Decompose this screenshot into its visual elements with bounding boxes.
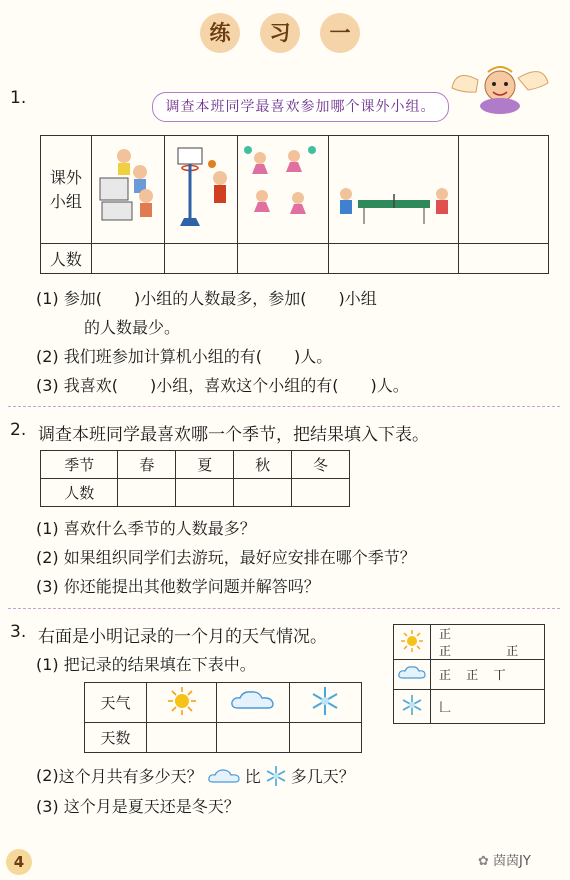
q1-sub1 — [36, 286, 377, 309]
sub-label: (1) — [36, 519, 59, 538]
question-1-number: 1. — [10, 88, 27, 108]
season-count-winter[interactable] — [292, 479, 350, 507]
season-table — [40, 450, 350, 507]
season-summer: 夏 — [176, 451, 234, 479]
sub-text: 参加( )小组的人数最多，参加( )小组 — [63, 289, 377, 308]
sub-text: 喜欢什么季节的人数最多？ — [63, 519, 256, 538]
page-title — [200, 8, 360, 58]
section-divider — [8, 608, 560, 609]
snowflake-icon — [265, 765, 287, 787]
sub-label: (2) — [36, 347, 59, 366]
title-char: 练 — [200, 13, 240, 53]
tally-sun-cell — [394, 625, 431, 660]
days-header: 天数 — [85, 723, 147, 753]
dance-group-icon — [240, 138, 326, 238]
q3-sub2 — [36, 764, 355, 787]
tally-mark: 正 — [466, 668, 479, 682]
group-cell-dance — [237, 136, 328, 244]
season-autumn: 秋 — [234, 451, 292, 479]
sub-label: (2) — [36, 766, 59, 785]
cloud-icon — [207, 767, 241, 785]
tally-mark: 𠃊 — [439, 700, 452, 714]
question-3-text: 右面是小明记录的一个月的天气情况。 — [38, 627, 327, 647]
watermark-text: 茵茵JY — [493, 854, 531, 869]
sub-text: 我喜欢( )小组，喜欢这个小组的有( )人。 — [63, 376, 409, 395]
sub-text: 我们班参加计算机小组的有( )人。 — [63, 347, 333, 366]
watermark — [478, 850, 531, 869]
group-cell-pingpong — [328, 136, 459, 244]
tally-snow-cell — [394, 690, 431, 724]
sub-label: (2) — [36, 548, 59, 567]
tally-mark: 正 — [506, 644, 519, 658]
sub-text: 多几天？ — [290, 767, 355, 786]
q3-sub1 — [36, 652, 256, 675]
sub-label: (3) — [36, 797, 59, 816]
season-count-summer[interactable] — [176, 479, 234, 507]
season-winter: 冬 — [292, 451, 350, 479]
weather-tally-table — [393, 624, 545, 724]
sun-icon — [167, 686, 197, 716]
count-cell-empty[interactable] — [459, 244, 549, 274]
weather-header: 天气 — [85, 683, 147, 723]
q3-sub3 — [36, 794, 240, 817]
count-cell-basketball[interactable] — [164, 244, 237, 274]
weather-count-table — [84, 682, 362, 753]
sub-text: 把记录的结果填在下表中。 — [63, 655, 256, 674]
sub-text: 比 — [244, 767, 261, 786]
season-count-spring[interactable] — [118, 479, 176, 507]
q1-sub1-line2: 的人数最少。 — [84, 318, 181, 337]
season-spring: 春 — [118, 451, 176, 479]
basketball-group-icon — [166, 138, 236, 238]
cloud-icon — [230, 688, 276, 714]
sub-text: 如果组织同学们去游玩，最好应安排在哪个季节？ — [63, 548, 416, 567]
days-sun-cell[interactable] — [147, 723, 217, 753]
snowflake-icon — [400, 693, 424, 717]
tally-cloud-cell — [394, 660, 431, 690]
computer-group-kids-icon — [94, 138, 162, 238]
group-cell-empty — [459, 136, 549, 244]
tally-snow-marks — [431, 690, 545, 724]
activity-group-table — [40, 135, 549, 274]
group-header-label: 课外 小组 — [49, 167, 82, 211]
title-char: 习 — [260, 13, 300, 53]
season-header: 季节 — [41, 451, 118, 479]
q2-sub2 — [36, 545, 416, 568]
q2-sub3 — [36, 574, 320, 597]
weather-snow-cell — [289, 683, 361, 723]
table-tennis-group-icon — [330, 138, 456, 238]
question-2-text: 调查本班同学最喜欢哪一个季节，把结果填入下表。 — [38, 425, 429, 445]
wechat-icon: ✿ — [478, 854, 494, 869]
angel-mascot-icon — [448, 58, 553, 118]
count-cell-pingpong[interactable] — [328, 244, 459, 274]
tally-mark: 正 — [439, 627, 452, 641]
group-header-cell — [41, 136, 92, 244]
snowflake-icon — [309, 685, 341, 717]
tally-sun-marks — [431, 625, 545, 660]
sub-text: 这个月是夏天还是冬天？ — [63, 797, 240, 816]
page-number: 4 — [6, 849, 32, 875]
question-2-number: 2. — [10, 420, 27, 440]
sub-label: (3) — [36, 376, 59, 395]
sun-icon — [400, 629, 424, 653]
count-cell-dance[interactable] — [237, 244, 328, 274]
count-cell-computer[interactable] — [91, 244, 164, 274]
sub-label: (3) — [36, 577, 59, 596]
season-count-autumn[interactable] — [234, 479, 292, 507]
count-row-header: 人数 — [41, 244, 92, 274]
sub-text: 这个月共有多少天？ — [58, 767, 203, 786]
title-char: 一 — [320, 13, 360, 53]
tally-mark: 正 — [439, 668, 452, 682]
speech-bubble: 调查本班同学最喜欢参加哪个课外小组。 — [152, 92, 449, 122]
season-count-header: 人数 — [41, 479, 118, 507]
tally-cloud-marks — [431, 660, 545, 690]
sub-label: (1) — [36, 289, 59, 308]
weather-cloud-cell — [217, 683, 289, 723]
tally-mark: 正 — [439, 644, 452, 658]
section-divider — [8, 406, 560, 407]
q1-sub2 — [36, 344, 332, 367]
group-cell-computer — [91, 136, 164, 244]
tally-mark: 丅 — [493, 668, 506, 682]
q1-sub3 — [36, 373, 409, 396]
days-cloud-cell[interactable] — [217, 723, 289, 753]
q2-sub1 — [36, 516, 256, 539]
cloud-icon — [397, 664, 427, 682]
sub-label: (1) — [36, 655, 59, 674]
group-cell-basketball — [164, 136, 237, 244]
question-3-number: 3. — [10, 622, 27, 642]
sub-text: 你还能提出其他数学问题并解答吗？ — [63, 577, 320, 596]
weather-sun-cell — [147, 683, 217, 723]
days-snow-cell[interactable] — [289, 723, 361, 753]
